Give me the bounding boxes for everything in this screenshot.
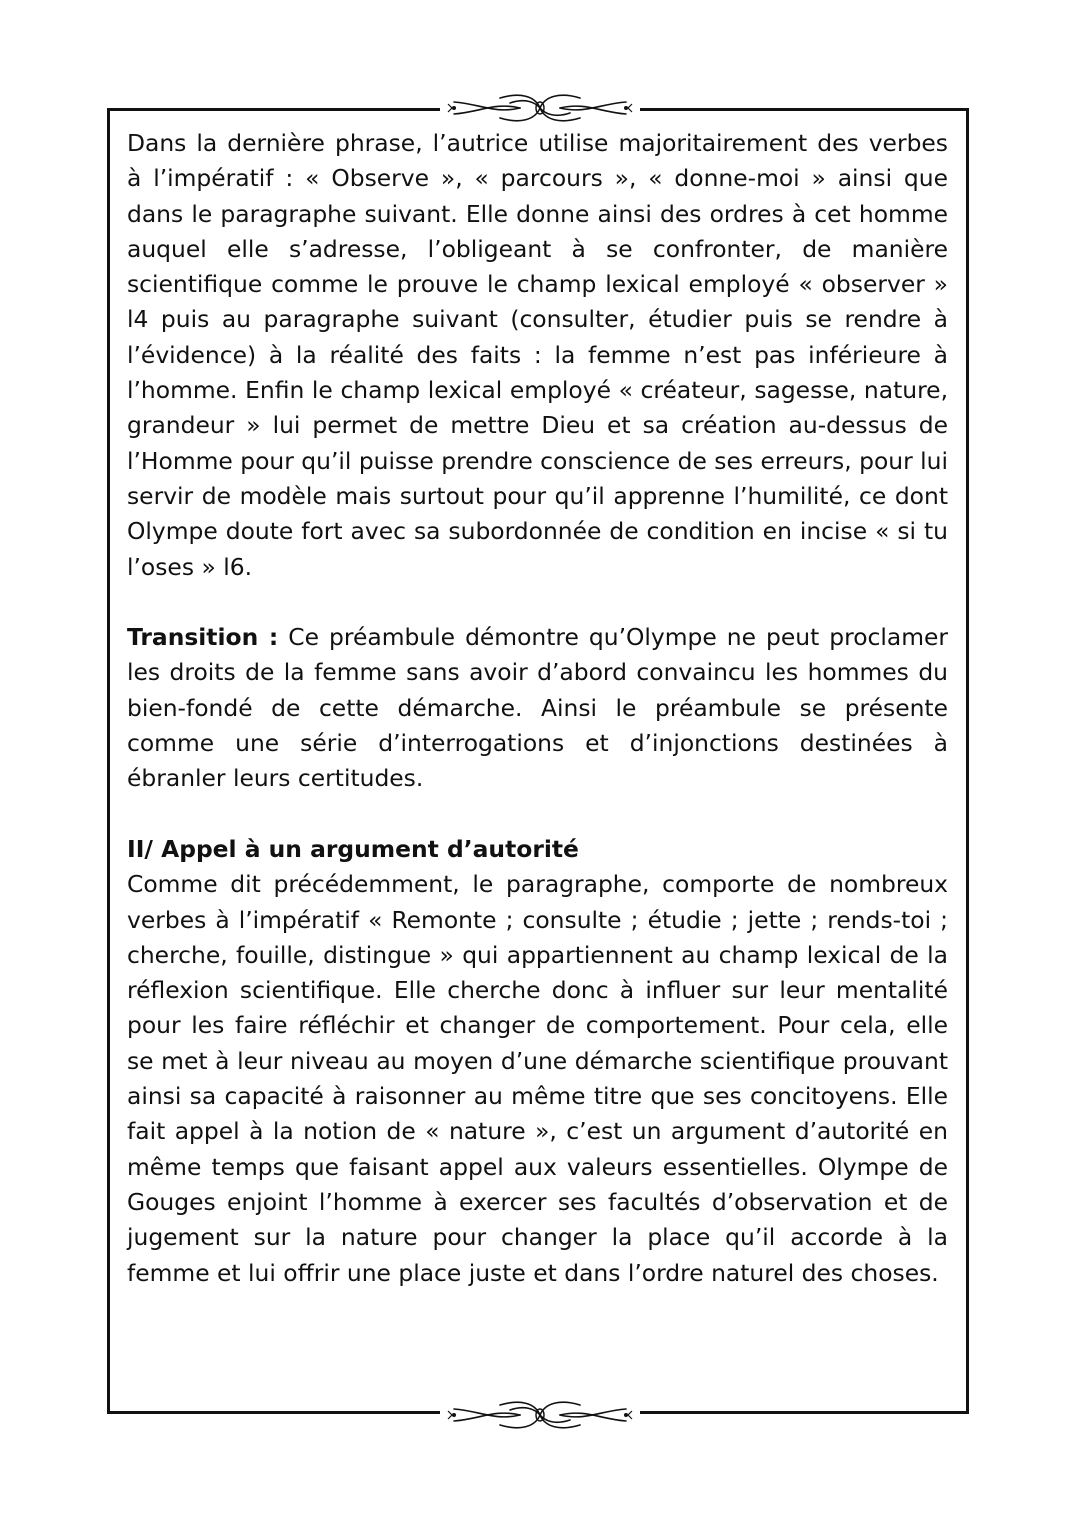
paragraph-spacer	[127, 797, 948, 832]
flourish-divider-icon	[440, 90, 640, 126]
section-heading: II/ Appel à un argument d’autorité	[127, 834, 579, 863]
analysis-paragraph: Dans la dernière phrase, l’autrice utilise majoritairement des verbes à l’impératif : « Observe », « parcours », « donne-moi » ainsi que dans le paragraphe suivant. Elle donne ainsi des ordres à cet homme auquel elle s’adresse, l’obligeant à se confronter, de manière scientifique comme le prouve le champ lexical employé « observer » l4 puis au paragraphe suivant (consulter, étudier puis se rendre à l’évidence) à la réalité des faits : la femme n’est pas inférieure à l’homme. Enfin le champ lexical employé « créateur, sagesse, nature, grandeur » lui permet de mettre Dieu et sa création au-dessus de l’Homme pour qu’il puisse prendre conscience de ses erreurs, pour lui servir de modèle mais surtout pour qu’il apprenne l’humilité, ce dont Olympe doute fort avec sa subordonnée de condition en incise « si tu l’oses » l6.	[127, 129, 948, 581]
transition-label: Transition :	[127, 623, 279, 652]
transition-paragraph	[127, 620, 948, 796]
paragraph-spacer	[127, 585, 948, 620]
flourish-divider-icon	[440, 1397, 640, 1433]
transition-text: Ce préambule démontre qu’Olympe ne peut proclamer les droits de la femme sans avoir d’abord convaincu les hommes du bien-fondé de cette démarche. Ainsi le préambule se présente comme une série d’interrogations et d’injonctions destinées à ébranler leurs certitudes.	[127, 623, 948, 793]
section-paragraph: Comme dit précédemment, le paragraphe, comporte de nombreux verbes à l’impératif « Remonte ; consulte ; étudie ; jette ; rends-toi ; cherche, fouille, distingue » qui appartiennent au champ lexical de la réflexion scientifique. Elle cherche donc à influer sur leur mentalité pour les faire réfléchir et changer de comportement. Pour cela, elle se met à leur niveau au moyen d’une démarche scientifique prouvant ainsi sa capacité à raisonner au même titre que ses concitoyens. Elle fait appel à la notion de « nature », c’est un argument d’autorité en même temps que faisant appel aux valeurs essentielles. Olympe de Gouges enjoint l’homme à exercer ses facultés d’observation et de jugement sur la nature pour changer la place qu’il accorde à la femme et lui offrir une place juste et dans l’ordre naturel des choses.	[127, 870, 948, 1287]
document-body	[127, 126, 948, 1291]
